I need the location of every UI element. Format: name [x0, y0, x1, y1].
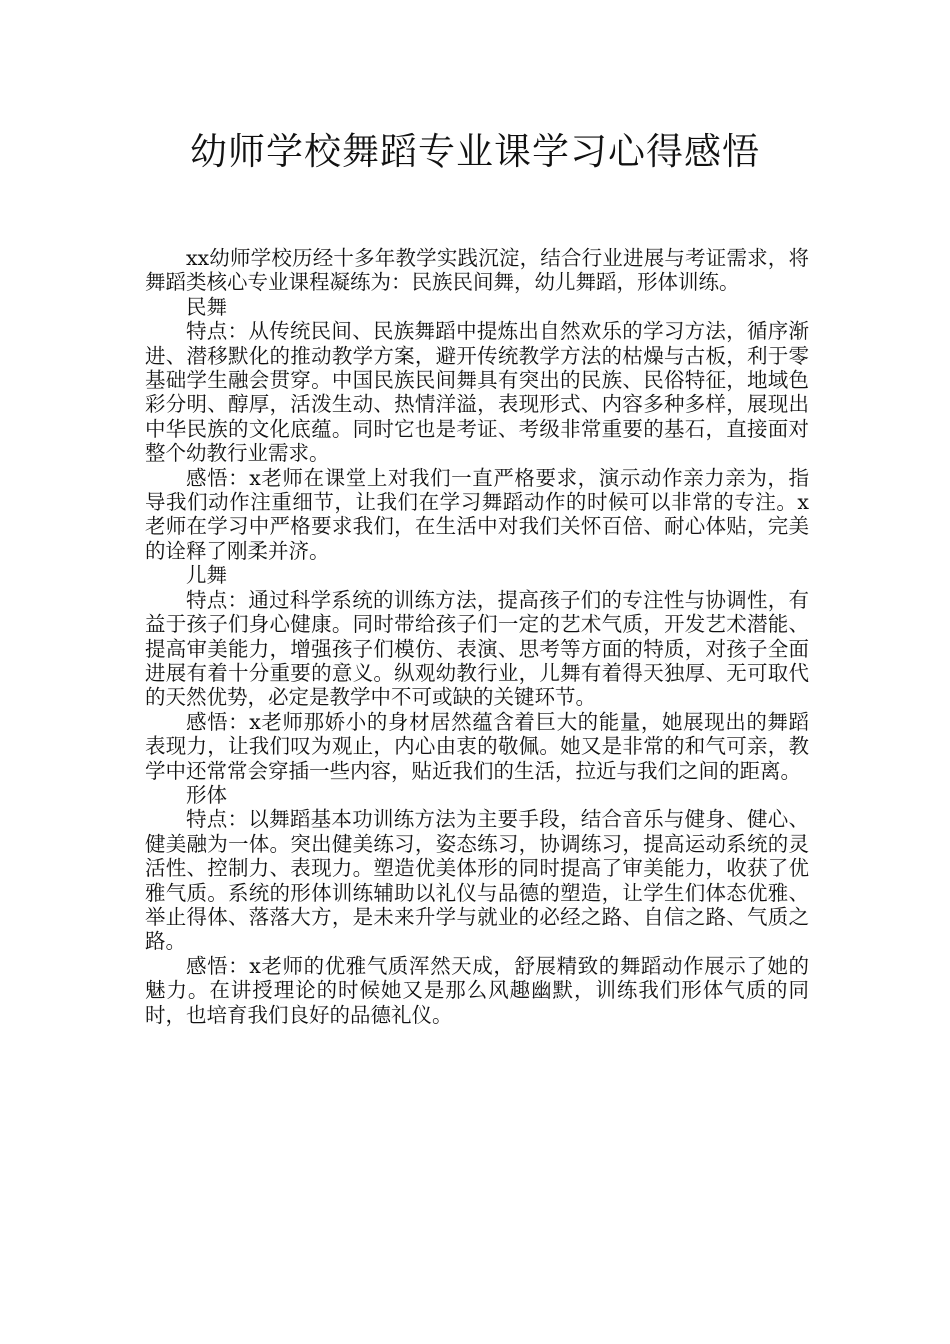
section-heading-minwu: 民舞 — [186, 294, 227, 319]
section-heading-xingti: 形体 — [186, 782, 227, 807]
section-heading-erwu: 儿舞 — [186, 563, 227, 588]
intro-paragraph: xx幼师学校历经十多年教学实践沉淀，结合行业进展与考证需求，将舞蹈类核心专业课程凝练为：民族民间舞，幼儿舞蹈，形体训练。 — [145, 246, 809, 295]
document-body — [145, 246, 809, 1027]
section-features-erwu: 特点：通过科学系统的训练方法，提高孩子们的专注性与协调性，有益于孩子们身心健康。同时带给孩子们一定的艺术气质，开发艺术潜能、提高审美能力，增强孩子们模仿、表演、思考等方面的特质，对孩子全面进展有着十分重要的意义。纵观幼教行业，儿舞有着得天独厚、无可取代的天然优势，必定是教学中不可或缺的关键环节。 — [145, 587, 809, 710]
section-features-xingti: 特点：以舞蹈基本功训练方法为主要手段，结合音乐与健身、健心、健美融为一体。突出健美练习，姿态练习，协调练习，提高运动系统的灵活性、控制力、表现力。塑造优美体形的同时提高了审美能力，收获了优雅气质。系统的形体训练辅助以礼仪与品德的塑造，让学生们体态优雅、举止得体、落落大方，是未来升学与就业的必经之路、自信之路、气质之路。 — [145, 807, 809, 954]
section-reflection-xingti: 感悟：x老师的优雅气质浑然天成，舒展精致的舞蹈动作展示了她的魅力。在讲授理论的时候她又是那么风趣幽默，训练我们形体气质的同时，也培育我们良好的品德礼仪。 — [145, 953, 809, 1027]
section-reflection-minwu: 感悟：x老师在课堂上对我们一直严格要求，演示动作亲力亲为，指导我们动作注重细节，让我们在学习舞蹈动作的时候可以非常的专注。x老师在学习中严格要求我们，在生活中对我们关怀百倍、耐心体贴，完美的诠释了刚柔并济。 — [145, 465, 809, 563]
section-features-minwu: 特点：从传统民间、民族舞蹈中提炼出自然欢乐的学习方法，循序渐进、潜移默化的推动教学方案，避开传统教学方法的枯燥与古板，利于零基础学生融会贯穿。中国民族民间舞具有突出的民族、民俗特征，地域色彩分明、醇厚，活泼生动、热情洋溢，表现形式、内容多种多样，展现出中华民族的文化底蕴。同时它也是考证、考级非常重要的基石，直接面对整个幼教行业需求。 — [145, 319, 809, 466]
document-title: 幼师学校舞蹈专业课学习心得感悟 — [190, 130, 760, 173]
section-reflection-erwu: 感悟：x老师那娇小的身材居然蕴含着巨大的能量，她展现出的舞蹈表现力，让我们叹为观止，内心由衷的敬佩。她又是非常的和气可亲，教学中还常常会穿插一些内容，贴近我们的生活，拉近与我们之间的距离。 — [145, 709, 809, 783]
